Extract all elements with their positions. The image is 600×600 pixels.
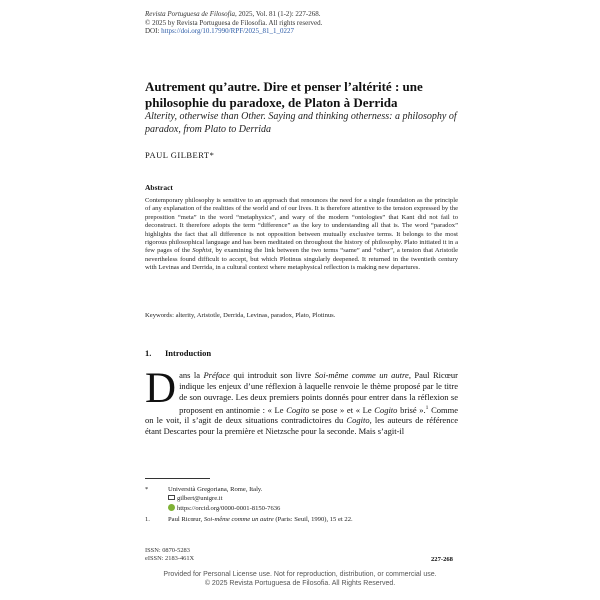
body-italic-cogito: Cogito [346, 415, 370, 426]
footnote-star: * [145, 486, 149, 493]
abstract-part-1: Contemporary philosophy is sensitive to an approach that renounces the need for a single foundation as the principle of any explanation of the realities of the world and of our lives. It is therefore attentive to the tension expressed by the preposition “meta” in the word “metaphysics”, and wary of the modern “ontologies” that Kant did not fail to deconstruct. It therefore adopts the term “difference” as the key to understanding all that is. The word “paradox” highlights the fact that all difference is not opposition between mutually exclusive terms. It belongs to the most rigorous philosophical language and has been meditated on throughout the history of philosophy. Plato initiated it in a few pages of the [145, 197, 458, 255]
issn-electronic: eISSN: 2183-461X [145, 555, 195, 562]
abstract-text [145, 197, 458, 273]
issn-block [145, 547, 194, 563]
doi-label: DOI: [145, 27, 162, 36]
header-copyright: © 2025 by Revista Portuguesa de Filosofia. All rights reserved. [145, 18, 323, 27]
issn-print: ISSN: 0870-5283 [145, 547, 190, 554]
license-line-2: © 2025 Revista Portuguesa de Filosofia. All Rights Reserved. [204, 579, 396, 587]
footnote-email [168, 495, 222, 503]
footnote-divider [145, 478, 210, 479]
footnote-affiliation [145, 486, 262, 494]
footnote-orcid [168, 504, 280, 513]
footnote-text: Paul Ricœur, [168, 516, 204, 523]
affiliation-text: Università Gregoriana, Rome, Italy. [168, 486, 263, 493]
body-text: brisé ». [397, 404, 426, 415]
orcid-icon [168, 504, 175, 511]
body-italic-cogito: Cogito [374, 404, 398, 415]
journal-name: Revista Portuguesa de Filosofia, [145, 10, 237, 18]
license-line-1: Provided for Personal License use. Not for reproduction, distribution, or commercial use. [163, 571, 437, 578]
keywords: Keywords: alterity, Aristotle, Derrida, Levinas, paradox, Plato, Plotinus. [145, 312, 336, 319]
license-footer [0, 571, 600, 589]
journal-citation: 2025, Vol. 81 (1-2): 227-268. [236, 10, 321, 18]
section-number: 1. [145, 348, 152, 358]
body-italic-preface: Préface [203, 370, 230, 380]
body-text: se pose » et « Le [309, 404, 375, 415]
footnote-ref[interactable]: 1 [425, 404, 429, 411]
footnote-number: 1. [145, 516, 150, 523]
article-subtitle: Alterity, otherwise than Other. Saying and thinking otherness: a philosophy of paradox, from Plato to Derrida [145, 111, 457, 135]
footnote-1 [145, 516, 353, 524]
body-text: qui introduit son livre [229, 370, 315, 380]
page-range: 227-268 [431, 556, 453, 563]
article-author: PAUL GILBERT* [145, 150, 215, 160]
body-paragraph [145, 365, 459, 437]
section-title: Introduction [165, 348, 212, 358]
body-italic-book: Soi-même comme un autre [314, 370, 409, 380]
orcid-link[interactable]: https://orcid.org/0000-0001-8150-7636 [177, 505, 281, 512]
journal-header [145, 10, 465, 36]
footnote-book: Soi-même comme un autre [203, 516, 274, 523]
abstract-heading: Abstract [145, 183, 173, 192]
section-heading [145, 348, 211, 358]
body-italic-cogito: Cogito [286, 404, 310, 415]
abstract-sophist: Sophist [192, 247, 212, 255]
body-text: ans la [179, 370, 204, 380]
article-title: Autrement qu’autre. Dire et penser l’altérité : une philosophie du paradoxe, de Platon à Derrida [145, 79, 423, 110]
abstract-part-2: , by examining the link between the two terms “same” and “other”, a tension that Aristotle nevertheless found difficult to accept, but which Plotinus singularly deepened. It returned in the twentieth century with Levinas and Derrida, in a cultural context where metaphysical reflection is making new departures. [145, 247, 458, 272]
mail-icon [168, 495, 175, 500]
email-link[interactable]: gilbert@unigre.it [177, 495, 223, 502]
drop-cap: D [145, 365, 177, 412]
footnote-text: (Paris: Seuil, 1990), 15 et 22. [273, 516, 353, 523]
body-text: , Paul Ricœur indique les enjeux d’une réflexion à laquelle renvoie le thème proposé par le titre de son ouvrage. Les deux premiers points donnés pour entrer dans la réflexion se proposent en antinomie : « Le [179, 370, 458, 415]
body-text: Comme on le voit, il s’agit de deux situations contradictoires du [145, 404, 459, 426]
body-text: , les auteurs de référence étant Descartes pour la première et Nietzsche pour la seconde. Mais s’agit-il [145, 415, 458, 437]
doi-link[interactable]: https://doi.org/10.17990/RPF/2025_81_1_0227 [161, 27, 295, 36]
